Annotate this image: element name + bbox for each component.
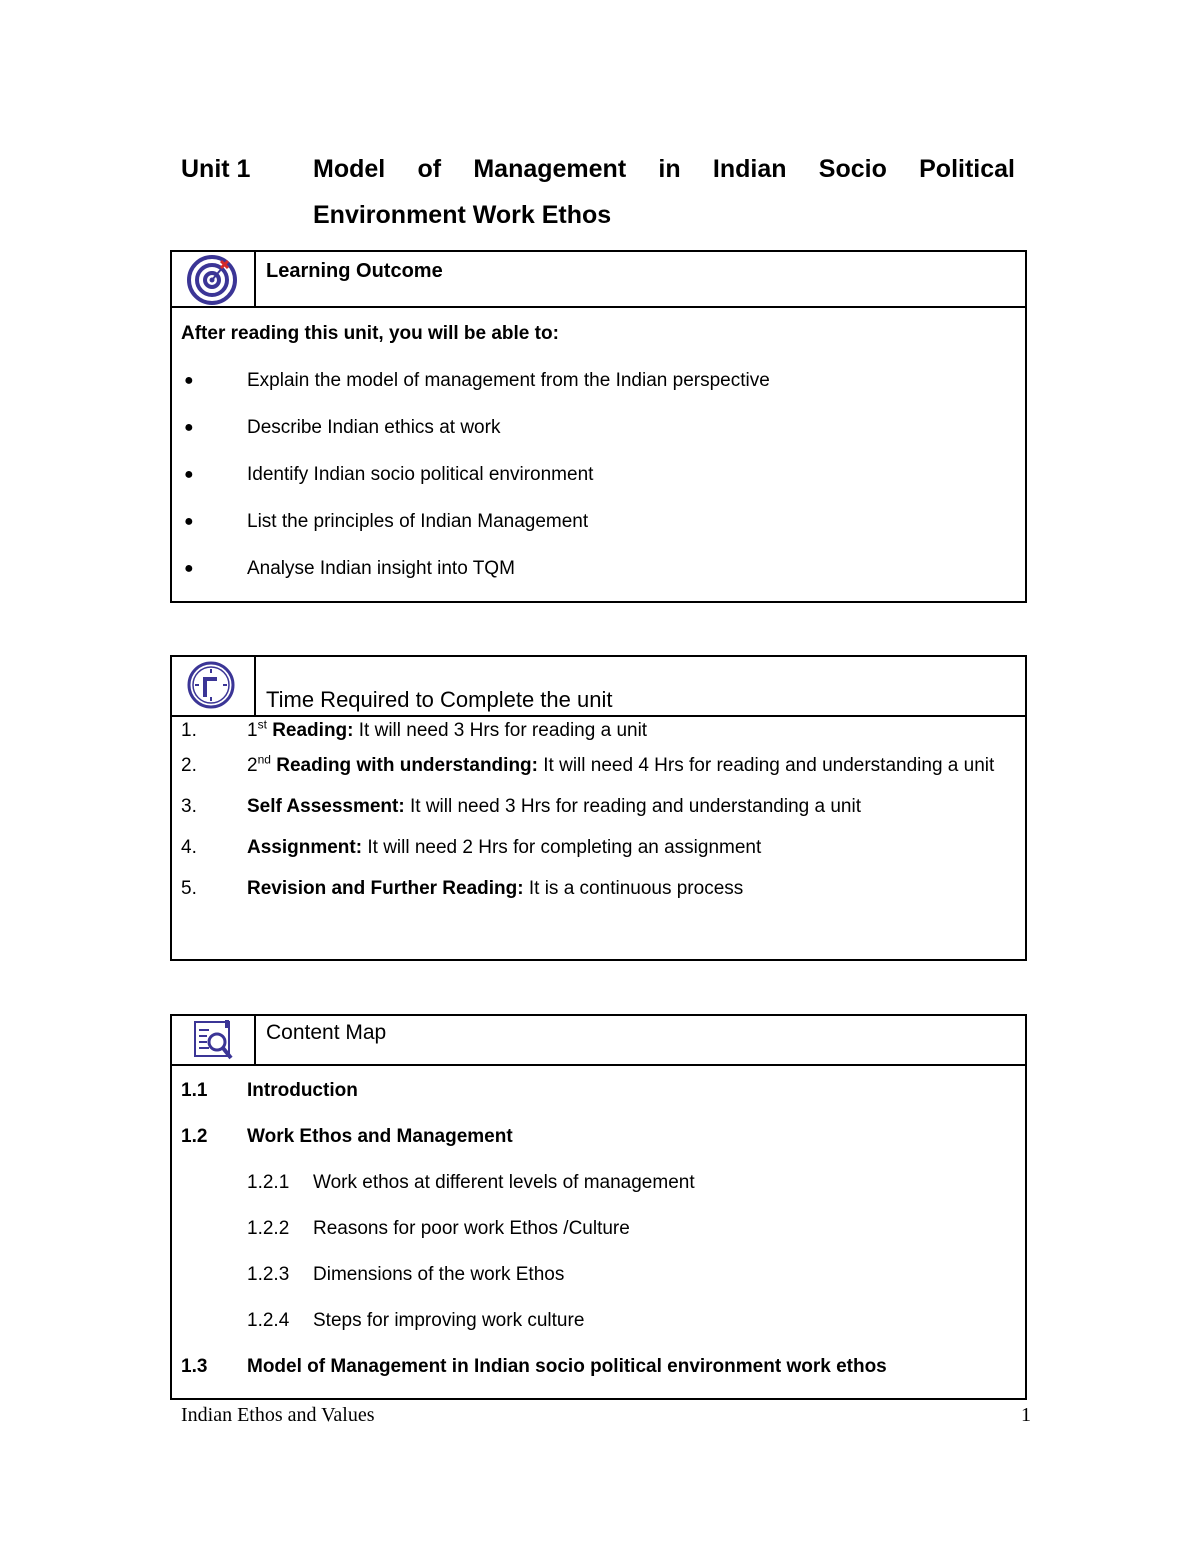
time-required-list	[181, 717, 1025, 909]
bullet-icon: ●	[184, 560, 194, 577]
learning-outcome-header	[172, 252, 1025, 308]
bullet-icon: ●	[184, 419, 194, 436]
bullet-icon: ●	[184, 513, 194, 530]
learning-outcome-list	[181, 369, 1025, 581]
bullet-icon: ●	[184, 372, 194, 389]
list-item: 2. 2nd Reading with understanding: It will need 4 Hrs for reading and understanding a unit	[181, 752, 995, 776]
content-map-box	[170, 1014, 1027, 1400]
time-required-heading: Time Required to Complete the unit	[266, 687, 613, 712]
learning-outcome-box	[170, 250, 1027, 603]
bullet-icon: ●	[184, 466, 194, 483]
time-required-icon-cell	[172, 657, 256, 715]
unit-title	[181, 146, 1015, 238]
toc-entry: 1.1 Introduction	[181, 1080, 358, 1101]
toc-entry: 1.3 Model of Management in Indian socio political environment work ethos	[181, 1356, 887, 1377]
clock-icon	[183, 657, 243, 715]
list-item: 4. Assignment: It will need 2 Hrs for completing an assignment	[181, 837, 762, 858]
list-item: 3. Self Assessment: It will need 3 Hrs for reading and understanding a unit	[181, 796, 861, 817]
content-map-header	[172, 1016, 1025, 1066]
time-required-box	[170, 655, 1027, 961]
list-item: 1. 1st Reading: It will need 3 Hrs for reading a unit	[181, 717, 648, 741]
footer-book-title: Indian Ethos and Values	[181, 1404, 375, 1426]
page-number: 1	[1021, 1404, 1031, 1426]
list-item: ● List the principles of Indian Management	[181, 510, 1025, 534]
document-search-icon	[183, 1016, 243, 1064]
list-item: ● Describe Indian ethics at work	[181, 416, 1025, 440]
page-footer	[181, 1404, 1031, 1427]
list-item: ● Explain the model of management from the Indian perspective	[181, 369, 1025, 393]
toc-entry: 1.2 Work Ethos and Management	[181, 1126, 513, 1147]
toc-entry: 1.2.2 Reasons for poor work Ethos /Culture	[247, 1218, 630, 1239]
list-item: ● Analyse Indian insight into TQM	[181, 557, 1025, 581]
time-required-header	[172, 657, 1025, 717]
learning-outcome-icon-cell	[172, 252, 256, 306]
toc-entry: 1.2.1 Work ethos at different levels of management	[247, 1172, 695, 1193]
content-map-icon-cell	[172, 1016, 256, 1064]
toc-entry: 1.2.3 Dimensions of the work Ethos	[247, 1264, 565, 1285]
toc-entry: 1.2.4 Steps for improving work culture	[247, 1310, 585, 1331]
unit-number: Unit 1	[181, 155, 251, 183]
list-item: ● Identify Indian socio political environment	[181, 463, 1025, 487]
target-icon	[183, 252, 243, 306]
learning-outcome-heading: Learning Outcome	[266, 260, 443, 282]
content-map-heading: Content Map	[266, 1021, 387, 1044]
content-map-list	[172, 1079, 1025, 1401]
learning-outcome-intro: After reading this unit, you will be able to:	[181, 323, 559, 344]
list-item: 5. Revision and Further Reading: It is a continuous process	[181, 878, 744, 899]
unit-title-line-1: Model of Management in Indian Socio Political	[313, 155, 1015, 183]
unit-title-line-2: Environment Work Ethos	[313, 201, 612, 229]
